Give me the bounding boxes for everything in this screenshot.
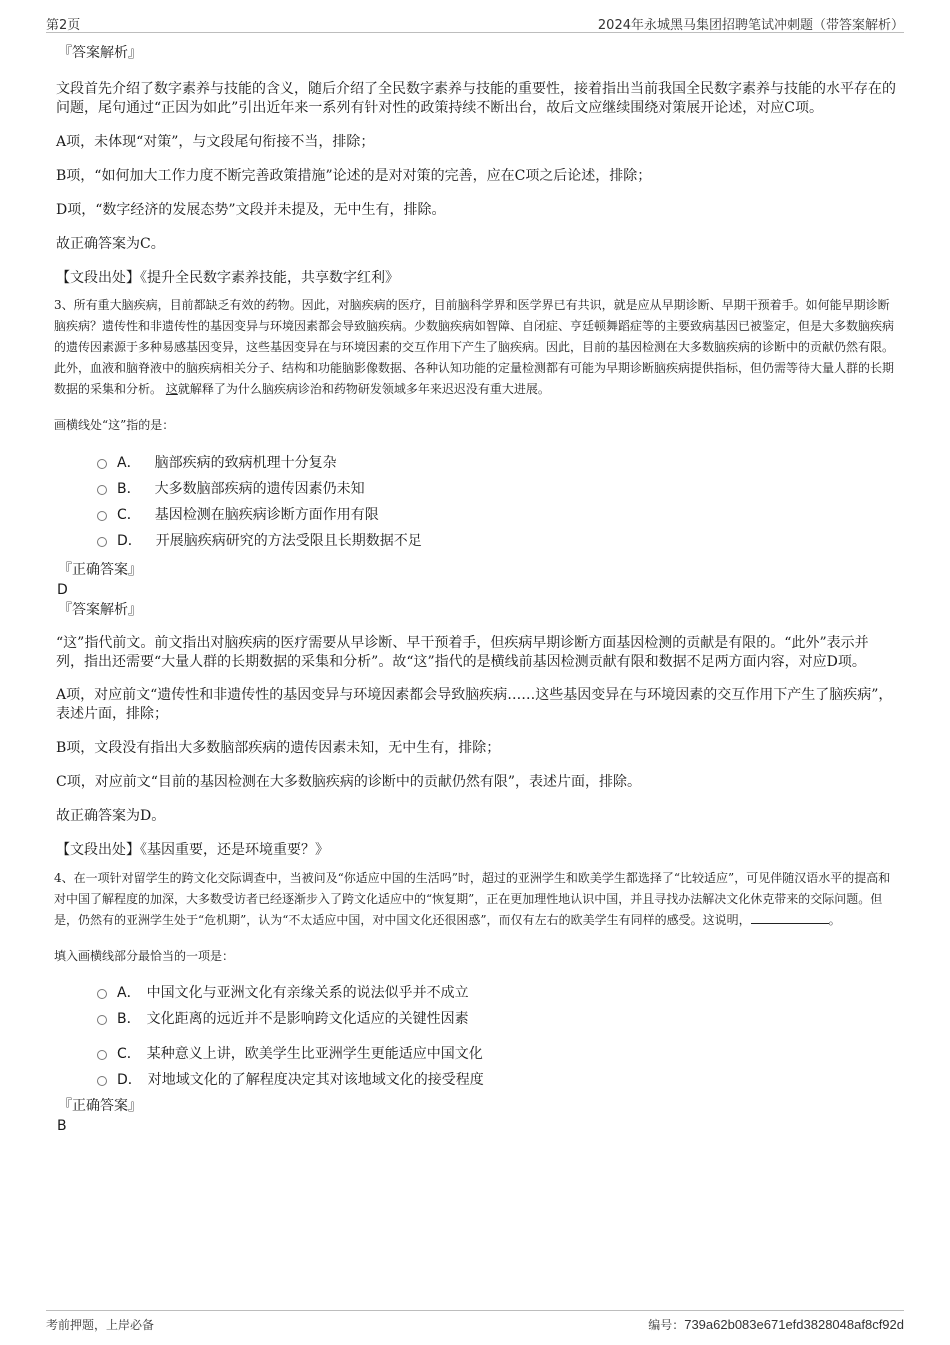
- q2-source: 【文段出处】《提升全民数字素养技能，共享数字红利》: [56, 270, 399, 286]
- document-code: 编号：739a62b083e671efd3828048af8cf92d: [648, 1317, 904, 1332]
- radio-icon[interactable]: [97, 1015, 107, 1025]
- q3-answer-label: 『正确答案』: [58, 562, 142, 578]
- q4-answer-label: 『正确答案』: [58, 1098, 142, 1114]
- q2-explanation-a: A项，未体现“对策”，与文段尾句衔接不当，排除；: [56, 134, 375, 150]
- q4-answer: B: [57, 1118, 67, 1134]
- radio-icon[interactable]: [97, 511, 107, 521]
- radio-icon[interactable]: [97, 459, 107, 469]
- q4-blank: [751, 911, 829, 924]
- radio-icon[interactable]: [97, 1050, 107, 1060]
- q3-analysis: “这”指代前文。前文指出对脑疾病的医疗需要从早诊断、早干预着手，但疾病早期诊断方面基因检测的贡献是有限的。“此外”表示并列，指出还需要“大量人群的长期数据的采集和分析”。故“这”指代的是横线前基因检测贡献有限和数据不足两方面内容，对应D项。: [56, 635, 869, 670]
- q3-explanation-a: A项，对应前文“遗传性和非遗传性的基因变异与环境因素都会导致脑疾病……这些基因变异在与环境因素的交互作用下产生了脑疾病”，表述片面，排除；: [56, 687, 893, 722]
- page-header: [46, 14, 904, 33]
- page-number: 第2页: [46, 18, 81, 33]
- footer-slogan: 考前押题，上岸必备: [46, 1318, 155, 1332]
- q4-options: [97, 979, 896, 1092]
- q3-options: [97, 449, 896, 553]
- radio-icon[interactable]: [97, 989, 107, 999]
- q3-option-a[interactable]: A． 脑部疾病的致病机理十分复杂: [97, 449, 896, 475]
- q3-analysis-label: 『答案解析』: [58, 602, 142, 618]
- q3-explanation-b: B项，文段没有指出大多数脑部疾病的遗传因素未知，无中生有，排除；: [56, 740, 501, 756]
- q2-explanation-d: D项，“数字经济的发展态势”文段并未提及，无中生有，排除。: [56, 202, 446, 218]
- q3-stem: 3、所有重大脑疾病，目前都缺乏有效的药物。因此，对脑疾病的医疗，目前脑科学界和医学界已有共识，就是应从早期诊断、早期干预着手。如何能早期诊断脑疾病？遗传性和非遗传性的基因变异与环境因素都会导致脑疾病。少数脑疾病如智障、自闭症、亨廷顿舞蹈症等的主要致病基因已被鉴定，但是大多数脑疾病的遗传因素源于多种易感基因变异，这些基因变异在与环境因素的交互作用下产生了脑疾病。因此，目前的基因检测在大多数脑疾病的诊断中的贡献仍然有限。此外，血液和脑脊液中的脑疾病相关分子、结构和功能脑影像数据、各种认知功能的定量检测都有可能为早期诊断脑疾病提供指标，但仍需等待大量人群的长期数据的采集和分析。 这就解释了为什么脑疾病诊治和药物研发领域多年来迟迟没有重大进展。: [54, 298, 895, 396]
- q3-option-d[interactable]: D． 开展脑疾病研究的方法受限且长期数据不足: [97, 527, 896, 553]
- q3-source: 【文段出处】《基因重要，还是环境重要？》: [56, 842, 329, 858]
- page-content: [56, 44, 896, 1136]
- q3-underlined-word: 这: [165, 382, 178, 396]
- q4-option-d[interactable]: D． 对地域文化的了解程度决定其对该地域文化的接受程度: [97, 1066, 896, 1092]
- q4-option-b[interactable]: B． 文化距离的远近并不是影响跨文化适应的关键性因素: [97, 1005, 896, 1031]
- q3-answer: D: [57, 582, 68, 598]
- q3-explanation-c: C项，对应前文“目前的基因检测在大多数脑疾病的诊断中的贡献仍然有限”，表述片面，排除。: [56, 774, 642, 790]
- radio-icon[interactable]: [97, 537, 107, 547]
- page-footer: [46, 1310, 904, 1335]
- q4-stem: 4、在一项针对留学生的跨文化交际调查中，当被问及“你适应中国的生活吗”时，超过的亚洲学生和欧美学生都选择了“比较适应”，可见伴随汉语水平的提高和对中国了解程度的加深，大多数受访者已经逐渐步入了跨文化适应中的“恢复期”，正在更加理性地认识中国，并且寻找办法解决文化休克带来的交际问题。但是，仍然有的亚洲学生处于“危机期”，认为“不太适应中国，对中国文化还很困惑”，而仅有左右的欧美学生有同样的感受。这说明， 。: [54, 871, 891, 927]
- q3-conclusion: 故正确答案为D。: [56, 808, 166, 824]
- q3-option-c[interactable]: C． 基因检测在脑疾病诊断方面作用有限: [97, 501, 896, 527]
- q2-analysis: 文段首先介绍了数字素养与技能的含义，随后介绍了全民数字素养与技能的重要性，接着指出当前我国全民数字素养与技能的水平存在的问题，尾句通过“正因为如此”引出近年来一系列有针对性的政策持续不断出台，故后文应继续围绕对策展开论述，对应C项。: [56, 81, 896, 116]
- q3-option-b[interactable]: B． 大多数脑部疾病的遗传因素仍未知: [97, 475, 896, 501]
- q4-option-c[interactable]: C． 某种意义上讲，欧美学生比亚洲学生更能适应中国文化: [97, 1040, 896, 1066]
- q2-analysis-label: 『答案解析』: [58, 45, 142, 61]
- q2-explanation-b: B项，“如何加大工作力度不断完善政策措施”论述的是对对策的完善，应在C项之后论述，排除；: [56, 168, 652, 184]
- document-title: 2024年永城黑马集团招聘笔试冲刺题（带答案解析）: [597, 18, 904, 33]
- q4-option-a[interactable]: A． 中国文化与亚洲文化有亲缘关系的说法似乎并不成立: [97, 979, 896, 1005]
- radio-icon[interactable]: [97, 485, 107, 495]
- q4-prompt: 填入画横线部分最恰当的一项是：: [54, 949, 235, 963]
- q3-prompt: 画横线处“这”指的是：: [54, 418, 175, 432]
- q2-conclusion: 故正确答案为C。: [56, 236, 165, 252]
- radio-icon[interactable]: [97, 1076, 107, 1086]
